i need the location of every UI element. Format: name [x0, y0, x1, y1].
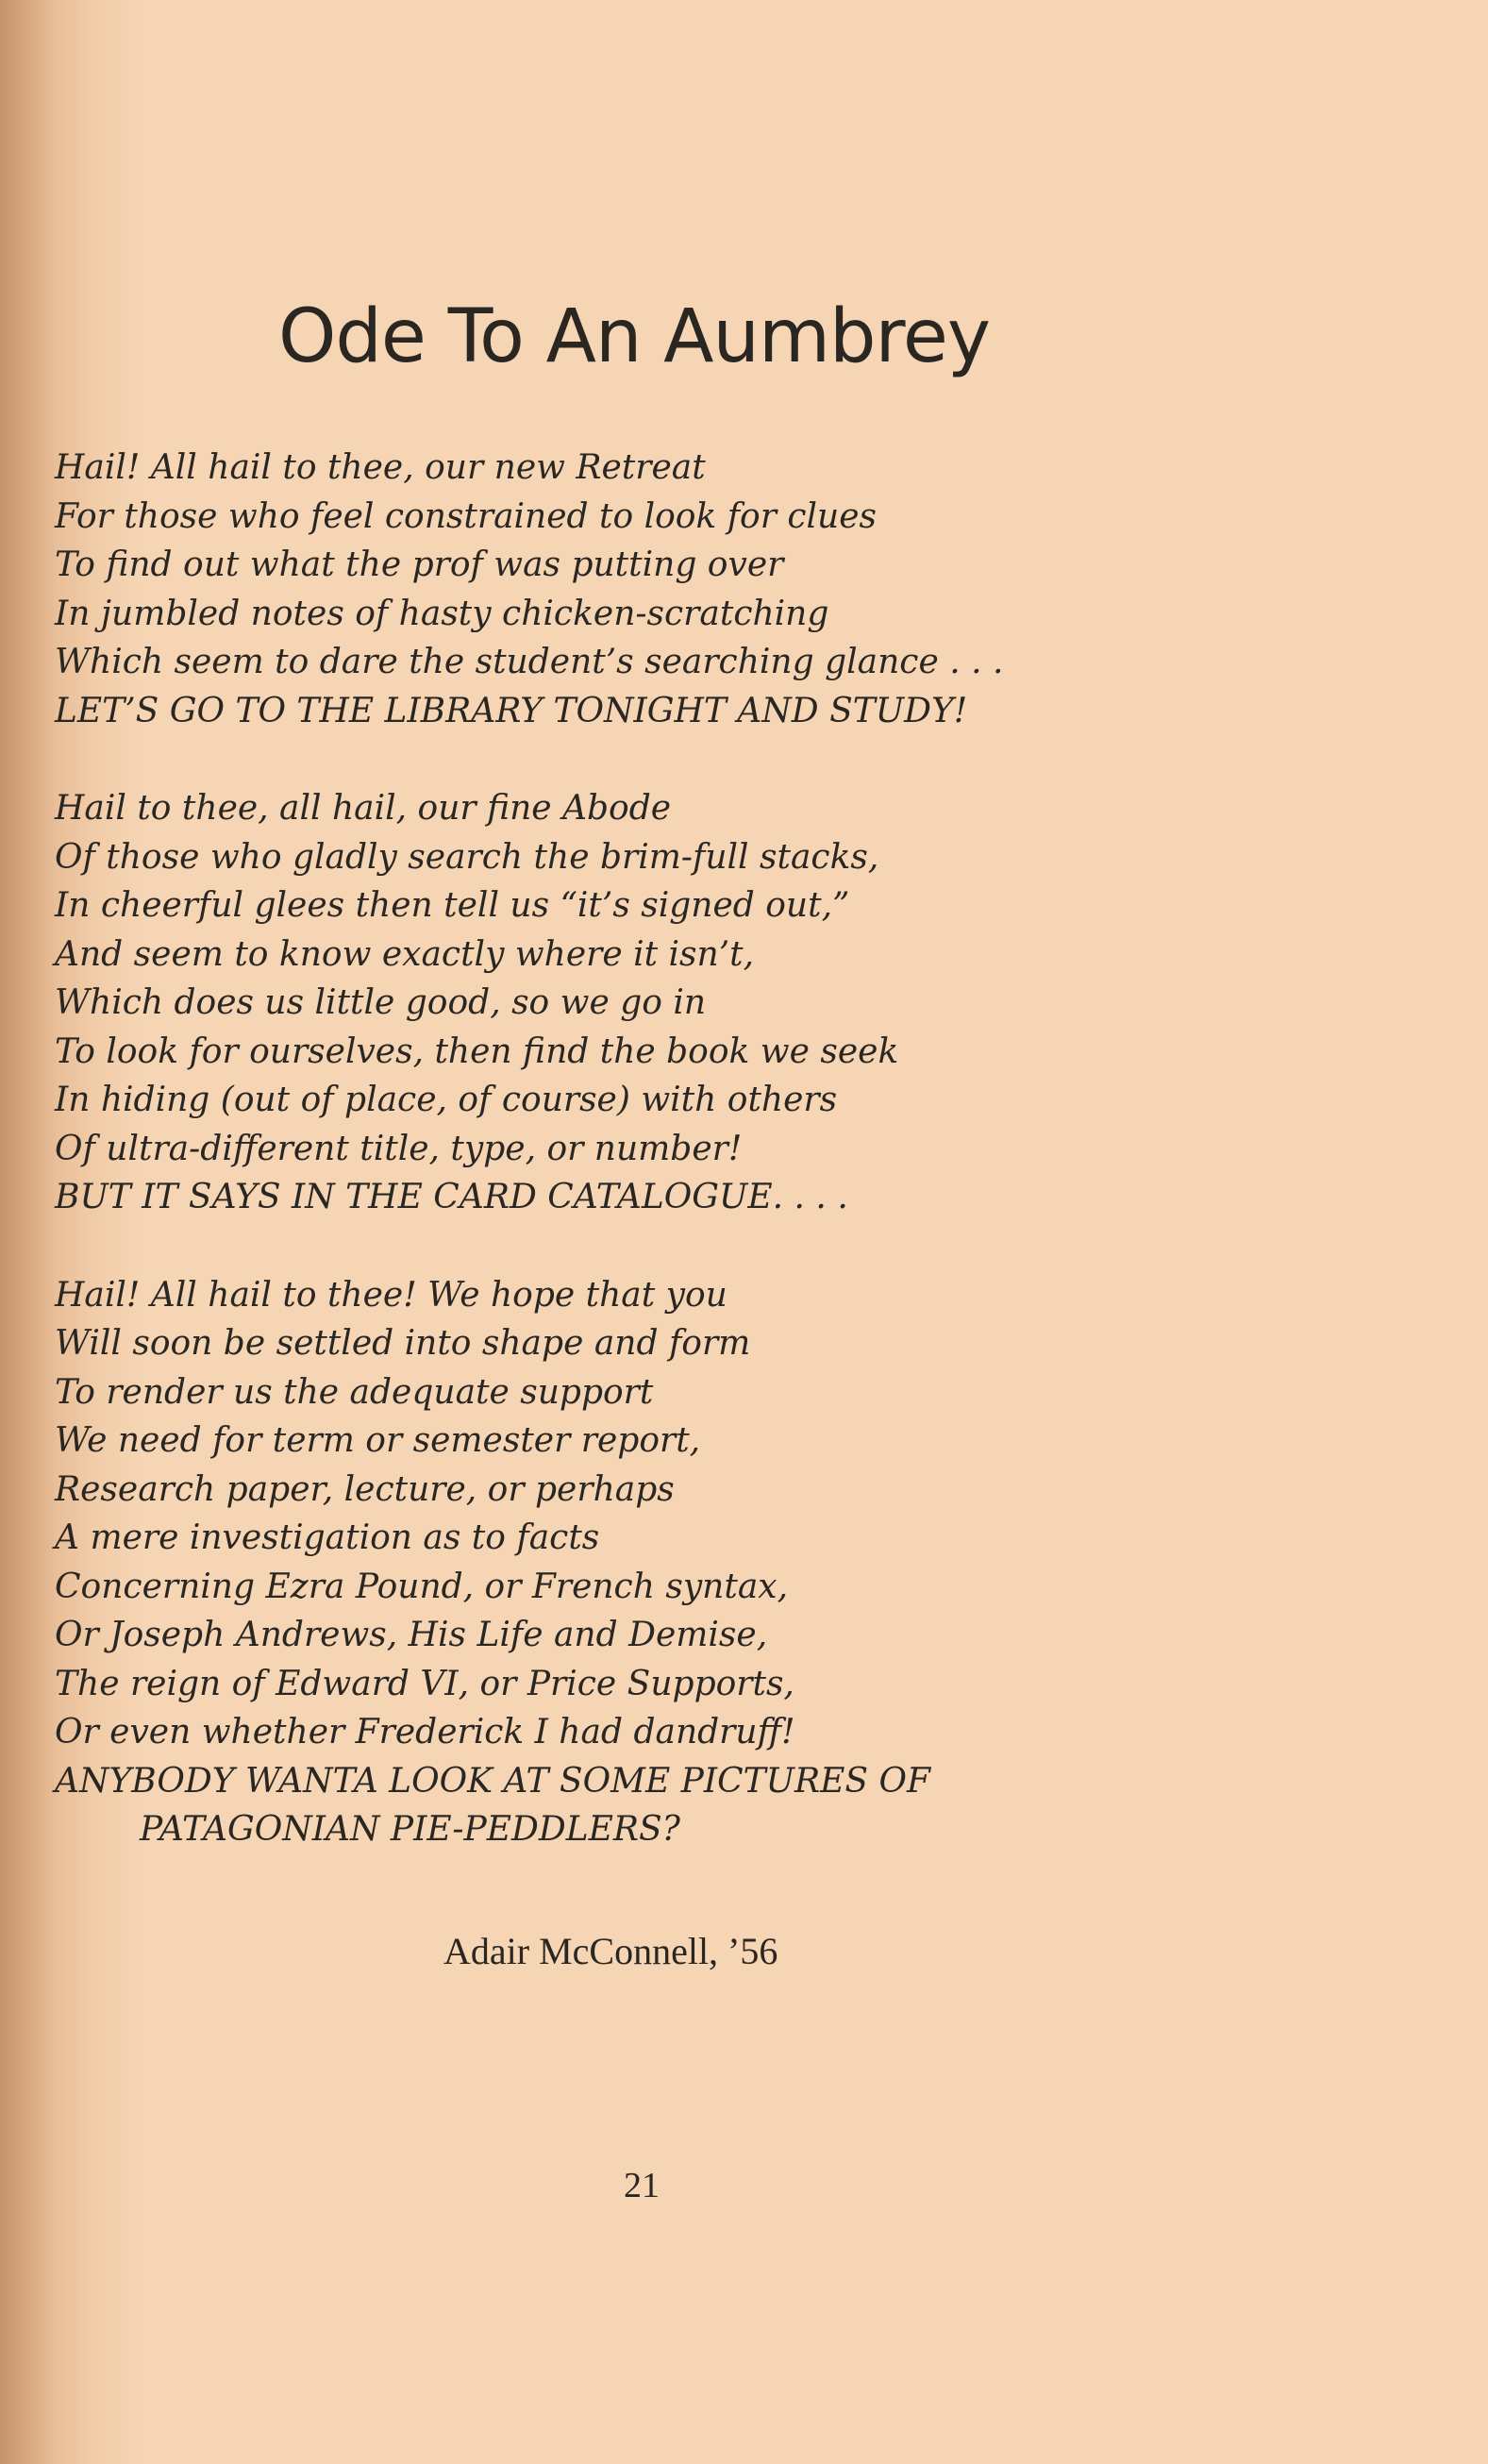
poem-line: Research paper, lecture, or perhaps	[55, 1469, 675, 1509]
poem-line: Which does us little good, so we go in	[55, 983, 707, 1022]
poem-line: Will soon be settled into shape and form	[55, 1324, 751, 1363]
poem-line: To look for ourselves, then find the book we seek	[55, 1031, 899, 1071]
poem-line: BUT IT SAYS IN THE CARD CATALOGUE. . . .	[55, 1178, 848, 1216]
poem-line: Of those who gladly search the brim-full stacks,	[55, 837, 879, 877]
poem-line: And seem to know exactly where it isn’t,	[55, 934, 755, 974]
poem-line: To find out what the prof was putting over	[55, 545, 784, 584]
poem-line: To render us the adequate support	[55, 1372, 654, 1412]
poem-body	[55, 444, 1451, 1854]
stanza-3	[55, 1271, 1451, 1854]
poem-line: Hail! All hail to thee! We hope that you	[55, 1275, 727, 1315]
poem-line: PATAGONIAN PIE-PEDDLERS?	[140, 1810, 680, 1849]
author-signature: Adair McConnell, ’56	[443, 1930, 778, 1972]
poem-line: Or Joseph Andrews, His Life and Demise,	[55, 1616, 768, 1654]
poem-line: We need for term or semester report,	[55, 1421, 701, 1460]
poem-line: A mere investigation as to facts	[55, 1518, 600, 1557]
poem-line: Of ultra-different title, type, or number!	[55, 1129, 743, 1168]
stanza-2	[55, 784, 1451, 1222]
poem-line: Or even whether Frederick I had dandruff!	[55, 1713, 795, 1752]
poem-line: Which seem to dare the student’s searching glance . . .	[55, 643, 1004, 681]
poem-line: In hiding (out of place, of course) with others	[55, 1081, 838, 1119]
poem-line: Hail! All hail to thee, our new Retreat	[55, 448, 706, 487]
poem-line: In jumbled notes of hasty chicken-scratching	[55, 594, 829, 633]
poem-line: ANYBODY WANTA LOOK AT SOME PICTURES OF	[55, 1761, 931, 1801]
poem-line: The reign of Edward VI, or Price Supports,	[55, 1664, 794, 1703]
poem-line: Concerning Ezra Pound, or French syntax,	[55, 1567, 789, 1606]
stanza-1	[55, 444, 1451, 735]
poem-title: Ode To An Aumbrey	[278, 294, 990, 379]
page-number: 21	[624, 2166, 660, 2205]
poem-line: Hail to thee, all hail, our fine Abode	[55, 789, 672, 828]
poem-line: In cheerful glees then tell us “it’s signed out,”	[55, 886, 850, 925]
poem-line: For those who feel constrained to look for clues	[55, 496, 878, 536]
poem-line: LET’S GO TO THE LIBRARY TONIGHT AND STUDY!	[55, 691, 968, 730]
